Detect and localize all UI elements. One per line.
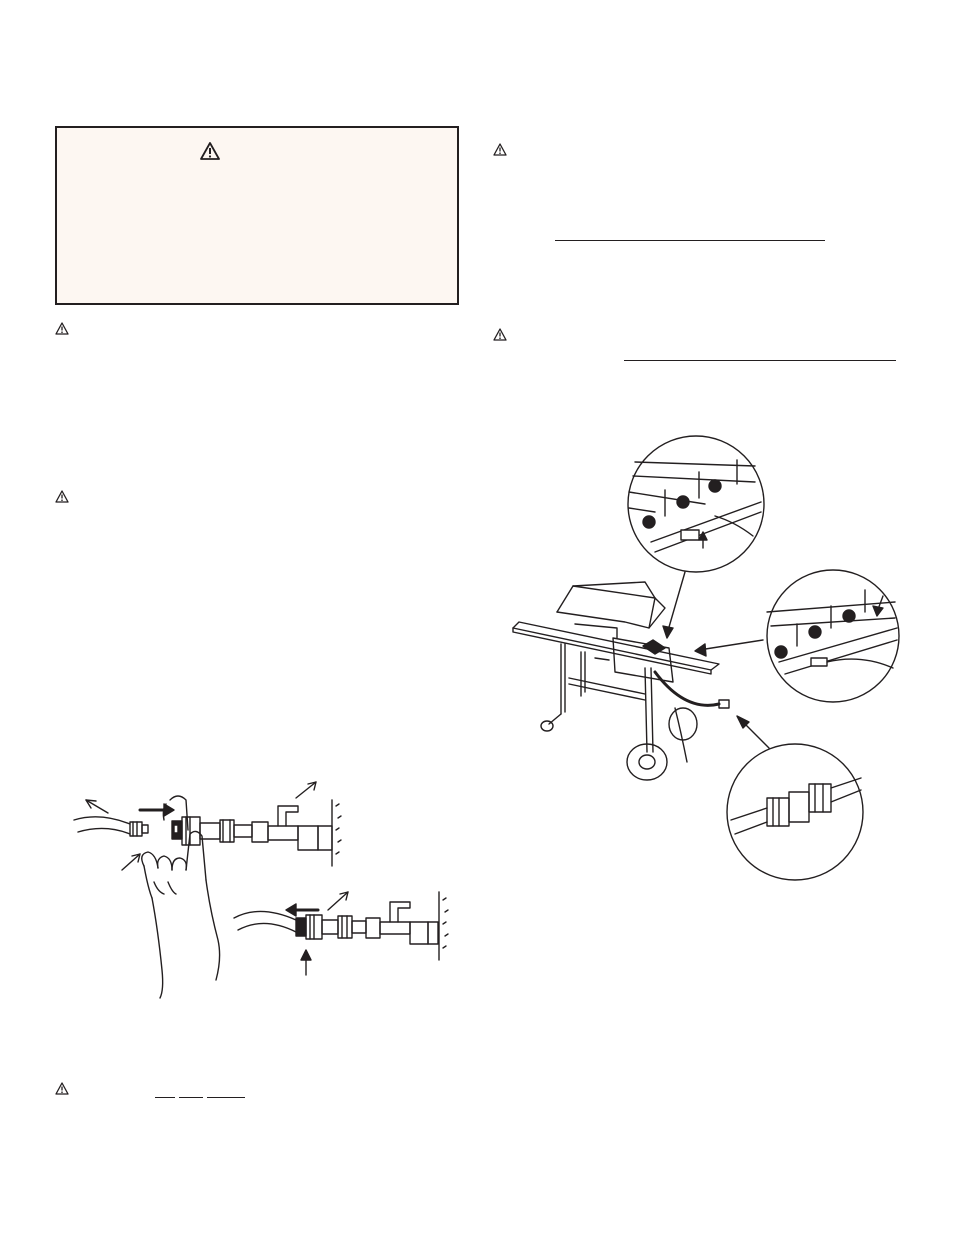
underline-rule: [155, 1097, 175, 1098]
warning-triangle-icon: [55, 322, 69, 335]
warning-box: [55, 126, 459, 305]
underline-rule: [179, 1097, 203, 1098]
underline-rule: [555, 240, 825, 241]
warning-triangle-icon: [200, 142, 220, 160]
warning-triangle-icon: [55, 490, 69, 503]
underline-rule: [207, 1097, 245, 1098]
grill-cart-figure: [505, 432, 905, 884]
warning-triangle-icon: [493, 143, 507, 156]
warning-triangle-icon: [55, 1082, 69, 1095]
warning-triangle-icon: [493, 328, 507, 341]
underline-rule: [624, 360, 896, 361]
hose-disconnect-figure: [60, 770, 460, 1005]
